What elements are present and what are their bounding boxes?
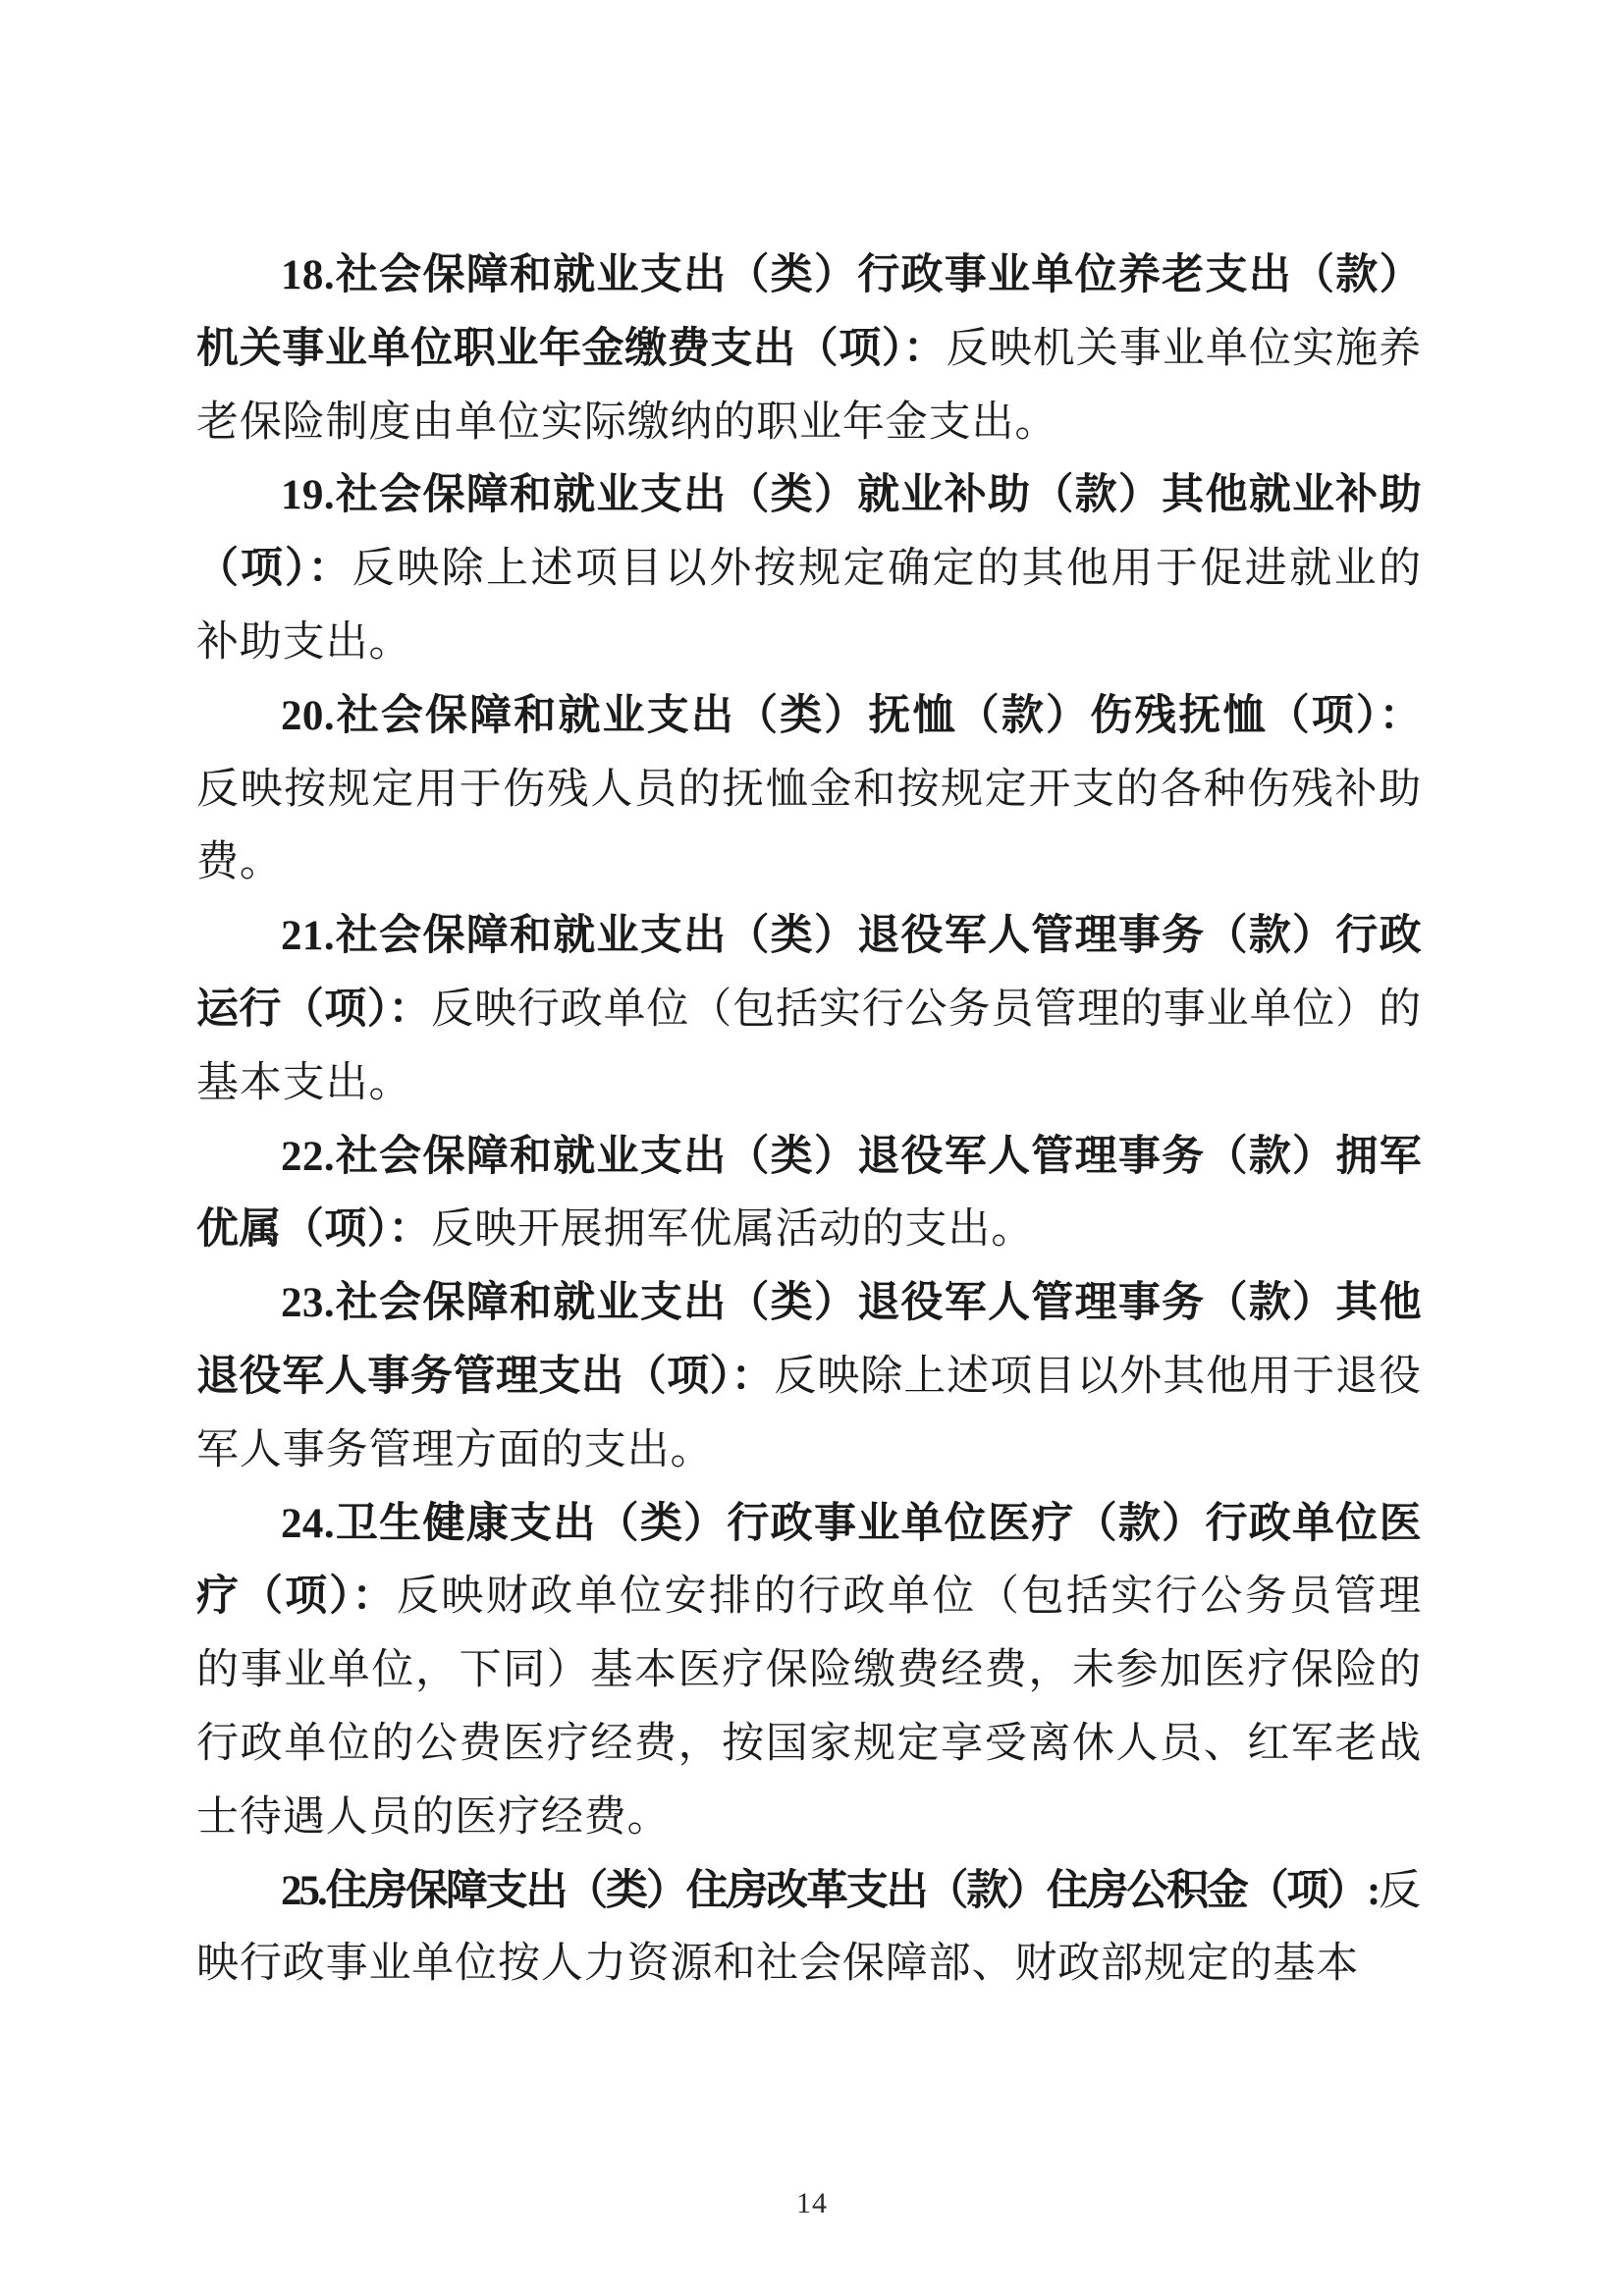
paragraph-22-heading: 22.社会保障和就业支出（类）退役军人管理事务（款）拥军优属（项）： <box>196 1133 1422 1254</box>
document-body <box>196 240 1422 2002</box>
paragraph-20-heading: 20.社会保障和就业支出（类）抚恤（款）伤残抚恤（项）： <box>281 692 1422 739</box>
paragraph-24 <box>196 1488 1422 1855</box>
paragraph-23-heading: 23.社会保障和就业支出（类）退役军人管理事务（款）其他退役军人事务管理支出（项）： <box>196 1280 1422 1400</box>
paragraph-25-body: 反映行政事业单位按人力资源和社会保障部、财政部规定的基本 <box>196 1867 1422 1988</box>
paragraph-21-heading: 21.社会保障和就业支出（类）退役军人管理事务（款）行政运行（项）： <box>196 913 1422 1033</box>
page-footer <box>0 2187 1624 2220</box>
paragraph-19-heading: 19.社会保障和就业支出（类）就业补助（款）其他就业补助（项）： <box>196 472 1422 593</box>
paragraph-22 <box>196 1121 1422 1268</box>
paragraph-19-body: 反映除上述项目以外按规定确定的其他用于促进就业的补助支出。 <box>196 546 1422 666</box>
paragraph-21 <box>196 900 1422 1120</box>
paragraph-24-body: 反映财政单位安排的行政单位（包括实行公务员管理的事业单位，下同）基本医疗保险缴费经费，未参加医疗保险的行政单位的公费医疗经费，按国家规定享受离休人员、红军老战士待遇人员的医疗经费。 <box>196 1574 1422 1841</box>
paragraph-18-heading: 18.社会保障和就业支出（类）行政事业单位养老支出（款）机关事业单位职业年金缴费支出（项）： <box>196 252 1422 372</box>
paragraph-25 <box>196 1855 1422 2002</box>
page-number: 14 <box>796 2187 828 2219</box>
paragraph-22-body: 反映开展拥军优属活动的支出。 <box>431 1206 1035 1254</box>
paragraph-20-body: 反映按规定用于伤残人员的抚恤金和按规定开支的各种伤残补助费。 <box>196 766 1422 886</box>
paragraph-25-heading: 25.住房保障支出（类）住房改革支出（款）住房公积金（项）: <box>281 1867 1379 1914</box>
paragraph-18 <box>196 240 1422 459</box>
paragraph-18-body: 反映机关事业单位实施养老保险制度由单位实际缴纳的职业年金支出。 <box>196 325 1422 446</box>
paragraph-21-body: 反映行政单位（包括实行公务员管理的事业单位）的基本支出。 <box>196 986 1422 1106</box>
paragraph-24-heading: 24.卫生健康支出（类）行政事业单位医疗（款）行政单位医疗（项）： <box>196 1500 1422 1621</box>
paragraph-23-body: 反映除上述项目以外其他用于退役军人事务管理方面的支出。 <box>196 1353 1422 1473</box>
paragraph-20 <box>196 680 1422 900</box>
paragraph-23 <box>196 1267 1422 1487</box>
paragraph-19 <box>196 459 1422 679</box>
